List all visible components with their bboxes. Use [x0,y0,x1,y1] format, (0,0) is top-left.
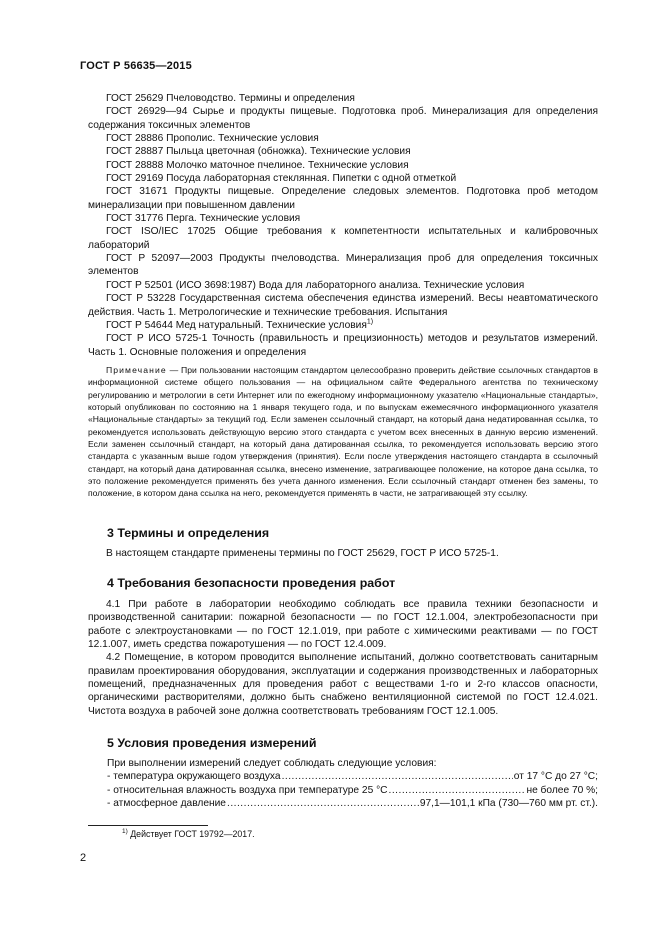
reference-item-footnoted [88,319,598,332]
reference-item: ГОСТ 31671 Продукты пищевые. Определение следовых элементов. Подготовка проб методом минерализации при повышенном давлении [88,186,598,211]
reference-item: ГОСТ 29169 Посуда лабораторная стеклянная. Пипетки с одной отметкой [106,173,457,185]
reference-item: ГОСТ Р 52501 (ИСО 3698:1987) Вода для лабораторного анализа. Технические условия [106,279,525,291]
reference-item: ГОСТ 28888 Молочко маточное пчелиное. Технические условия [106,159,409,171]
document-header: ГОСТ Р 56635—2015 [80,60,192,72]
reference-item: ГОСТ 28886 Прополис. Технические условия [106,133,319,145]
leader-dots [227,797,419,810]
reference-item: ГОСТ 28887 Пыльца цветочная (обножка). Технические условия [106,146,411,158]
condition-value: 97,1—101,1 кПа (730—760 мм рт. ст.). [419,798,598,810]
note-text: — При пользовании настоящим стандартом целесообразно проверить действие ссылочных стандартов в информационной системе общего пользования — на официальном сайте Федерального агентства по техническому регулированию и метрологии в сети Интернет или по ежегодному информационному указателю «Национальные стандарты», который опубликован по состоянию на 1 января текущего года, и по выпускам ежемесячного информационного указателя «Национальные стандарты» за текущий год. Если заменен ссылочный стандарт, на который дана недатированная ссылка, то рекомендуется использовать действующую версию этого стандарта с учетом всех внесенных в данную версию изменений. Если заменен ссылочный стандарт, на который дана датированная ссылка, то рекомендуется использовать версию этого стандарта с указанным выше годом утверждения (принятия). Если после утверждения настоящего стандарта в ссылочный стандарт, на который дана датированная ссылка, внесено изменение, затрагивающее положение, на которое дана ссылка, то это положение рекомендуется применять без учета данного изменения. Если ссылочный стандарт отменен без замены, то положение, в котором дана ссылка на него, рекомендуется применять в части, не затрагивающей эту ссылку. [88,365,598,499]
reference-item: ГОСТ Р 52097—2003 Продукты пчеловодства. Минерализация проб для определения токсичных элементов [88,253,598,278]
note-label: Примечание [106,365,167,375]
condition-label: - атмосферное давление [107,798,226,810]
reference-item: ГОСТ 31776 Перга. Технические условия [106,213,301,225]
condition-row [107,797,598,810]
reference-item: ГОСТ 25629 Пчеловодство. Термины и определения [106,93,355,104]
condition-row [107,784,598,797]
page-number: 2 [80,852,87,864]
leader-dots [389,784,526,797]
section-5-conditions [107,757,598,810]
leader-dots [282,770,513,783]
footnote [122,829,255,839]
section-4-title: 4 Требования безопасности проведения работ [107,576,396,590]
footnote-mark: 1) [122,828,128,836]
section-3-title: 3 Термины и определения [107,526,270,540]
reference-item: ГОСТ Р ИСО 5725-1 Точность (правильность и прецизионность) методов и результатов измерений. Часть 1. Основные положения и определения [88,333,598,358]
reference-item: ГОСТ Р 53228 Государственная система обеспечения единства измерений. Весы неавтоматического действия. Часть 1. Метрологические и технические требования. Испытания [88,293,598,318]
condition-value: не более 70 %; [526,784,598,796]
condition-row [107,770,598,783]
section-4-paragraph-2: 4.2 Помещение, в котором проводится выполнение испытаний, должно соответствовать санитарным правилам проектирования оборудования, эксплуатации и содержания производственных и лабораторных помещений, предназначенных для проведения работ с веществами 1-го и 2-го классов опасности, органическими растворителями, должно быть снабжено вентиляционной системой по ГОСТ 12.4.021. Чистота воздуха в рабочей зоне должна соответствовать требованиям ГОСТ 12.1.005. [88,652,598,717]
condition-label: - относительная влажность воздуха при температуре 25 °С [107,784,388,796]
conditions-intro: При выполнении измерений следует соблюдать следующие условия: [107,758,437,769]
reference-text: ГОСТ Р 54644 Мед натуральный. Технические условия [106,319,367,331]
section-5-title: 5 Условия проведения измерений [107,736,317,750]
reference-item: ГОСТ 26929—94 Сырье и продукты пищевые. Подготовка проб. Минерализация для определения содержания токсичных элементов [88,106,598,131]
normative-references-list [88,92,598,359]
section-3-paragraph: В настоящем стандарте применены термины по ГОСТ 25629, ГОСТ Р ИСО 5725-1. [106,548,499,559]
section-4-paragraph-1: 4.1 При работе в лаборатории необходимо соблюдать все правила техники безопасности и производственной санитарии: пожарной безопасности — по ГОСТ 12.1.004, электробезопасности при работе с электроустановками — по ГОСТ 12.1.019, при работе с химическими реактивами — по ГОСТ 12.1.007, иметь средства пожаротушения — по ГОСТ 12.4.009. [88,599,598,651]
section-3-body [88,547,598,560]
condition-value: от 17 °С до 27 °С; [513,771,598,783]
reference-item: ГОСТ ISO/IEC 17025 Общие требования к компетентности испытательных и калибровочных лабораторий [88,226,598,251]
footnote-marker: 1) [366,318,374,326]
footnote-divider [88,825,208,826]
section-4-body [88,598,598,718]
footnote-text: Действует ГОСТ 19792—2017. [127,829,255,839]
condition-label: - температура окружающего воздуха [107,771,281,783]
references-note [88,364,598,500]
